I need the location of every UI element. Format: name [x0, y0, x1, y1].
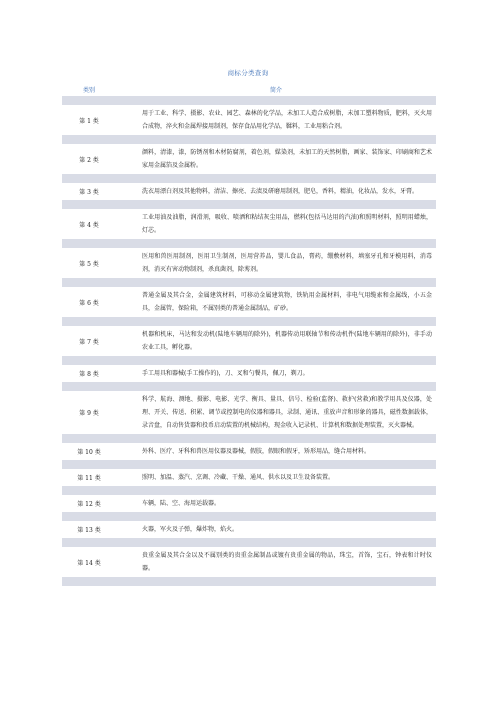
category-cell: 第 9 类 — [62, 391, 116, 434]
table-row — [62, 144, 436, 174]
table-row — [62, 443, 436, 460]
category-cell: 第 2 类 — [62, 144, 116, 174]
row-separator-cell — [62, 200, 436, 209]
description-cell: 车辆，陆、空、海用运载器。 — [116, 495, 436, 512]
table-row — [62, 495, 436, 512]
table-row — [62, 183, 436, 200]
category-cell: 第 4 类 — [62, 209, 116, 239]
description-cell: 机器和机床，马达和发动机(陆地车辆用的除外)，机器传动用联轴节和传动机件(陆地车辆用的除外)，非手动农业工具，孵化器。 — [116, 326, 436, 356]
row-separator-cell — [62, 434, 436, 443]
row-separator — [62, 317, 436, 326]
table-row — [62, 469, 436, 486]
description-cell: 用于工业、科学、摄影、农业、园艺、森林的化学品，未加工人造合成树脂，未加工塑料物质，肥料，灭火用合成物，淬火和金属焊接用制剂，保存食品用化学品，鞣料，工业用粘合剂。 — [116, 105, 436, 135]
row-separator — [62, 239, 436, 248]
row-separator — [62, 96, 436, 105]
description-cell: 工业用油及油脂，润滑剂，吸收、喷洒和粘结灰尘用品，燃料(包括马达用的汽油)和照明材料，照明用蜡烛，灯芯。 — [116, 209, 436, 239]
description-cell: 贵重金属及其合金以及不属别类的贵重金属制品或镀有贵重金属的物品，珠宝，首饰，宝石，钟表和计时仪器。 — [116, 547, 436, 577]
row-separator — [62, 382, 436, 391]
row-separator — [62, 538, 436, 547]
row-separator-cell — [62, 356, 436, 365]
description-cell: 洗衣用漂白剂及其他物料，清洁、擦亮、去渍及研磨用制剂，肥皂，香料，精油，化妆品，发水，牙膏。 — [116, 183, 436, 200]
header-description: 简介 — [116, 82, 436, 96]
row-separator — [62, 512, 436, 521]
description-cell: 普通金属及其合金，金属建筑材料，可移动金属建筑物，铁轨用金属材料，非电气用缆索和金属线，小五金具，金属管，保险箱，不属别类的普通金属制品，矿砂。 — [116, 287, 436, 317]
classification-table — [62, 82, 436, 586]
description-cell: 手工用具和器械(手工操作的)，刀、叉和勺餐具，佩刀，剃刀。 — [116, 365, 436, 382]
row-separator-cell — [62, 174, 436, 183]
row-separator-cell — [62, 460, 436, 469]
header-category: 类别 — [62, 82, 116, 96]
category-cell: 第 6 类 — [62, 287, 116, 317]
description-cell: 科学、航海、测地、摄影、电影、光学、衡具、量具、信号、检验(监督)、救护(营救)和教学用具及仪器，处理、开关、传送、积累、调节或控制电的仪器和器具，录制、通讯、重放声音和形象的器具，磁性数据载体，录音盘，自动售货器和投币启动装置的机械结构，现金收入记录机、计算机和数据处理装置，灭火器械。 — [116, 391, 436, 434]
category-cell: 第 10 类 — [62, 443, 116, 460]
category-cell: 第 3 类 — [62, 183, 116, 200]
row-separator-cell — [62, 135, 436, 144]
category-cell: 第 12 类 — [62, 495, 116, 512]
category-cell: 第 1 类 — [62, 105, 116, 135]
table-row — [62, 248, 436, 278]
table-row — [62, 105, 436, 135]
category-cell: 第 14 类 — [62, 547, 116, 577]
row-separator — [62, 486, 436, 495]
page-title: 商标分类查询 — [227, 69, 269, 77]
row-separator — [62, 135, 436, 144]
row-separator-cell — [62, 317, 436, 326]
row-separator-cell — [62, 239, 436, 248]
row-separator-cell — [62, 538, 436, 547]
category-cell: 第 11 类 — [62, 469, 116, 486]
row-separator-cell — [62, 512, 436, 521]
description-cell: 颜料，清漆，漆，防锈剂和木材防腐剂，着色剂，媒染剂，未加工的天然树脂，画家、装饰家、印刷商和艺术家用金属箔及金属粉。 — [116, 144, 436, 174]
table-header-row — [62, 82, 436, 96]
row-separator — [62, 577, 436, 586]
table-row — [62, 521, 436, 538]
table-row — [62, 365, 436, 382]
table-row — [62, 326, 436, 356]
description-cell: 火器，军火及子弹，爆炸物，焰火。 — [116, 521, 436, 538]
description-cell: 外科、医疗、牙科和兽医用仪器及器械，假肢，假眼和假牙，矫形用品，缝合用材料。 — [116, 443, 436, 460]
row-separator-cell — [62, 382, 436, 391]
row-separator-cell — [62, 486, 436, 495]
row-separator-cell — [62, 278, 436, 287]
description-cell: 照明、加温、蒸汽、烹调、冷藏、干燥、通风、供水以及卫生设备装置。 — [116, 469, 436, 486]
description-cell: 医用和兽医用制剂，医用卫生制剂，医用营养品，婴儿食品，膏药，绷敷材料，填塞牙孔和牙模用料，消毒剂，消灭有害动物制剂，杀真菌剂，除莠剂。 — [116, 248, 436, 278]
row-separator — [62, 174, 436, 183]
table-row — [62, 209, 436, 239]
row-separator-cell — [62, 96, 436, 105]
category-cell: 第 7 类 — [62, 326, 116, 356]
table-row — [62, 547, 436, 577]
row-separator-cell — [62, 577, 436, 586]
row-separator — [62, 356, 436, 365]
row-separator — [62, 434, 436, 443]
table-row — [62, 391, 436, 434]
category-cell: 第 8 类 — [62, 365, 116, 382]
category-cell: 第 13 类 — [62, 521, 116, 538]
row-separator — [62, 278, 436, 287]
row-separator — [62, 200, 436, 209]
category-cell: 第 5 类 — [62, 248, 116, 278]
table-row — [62, 287, 436, 317]
row-separator — [62, 460, 436, 469]
table-body — [62, 96, 436, 586]
